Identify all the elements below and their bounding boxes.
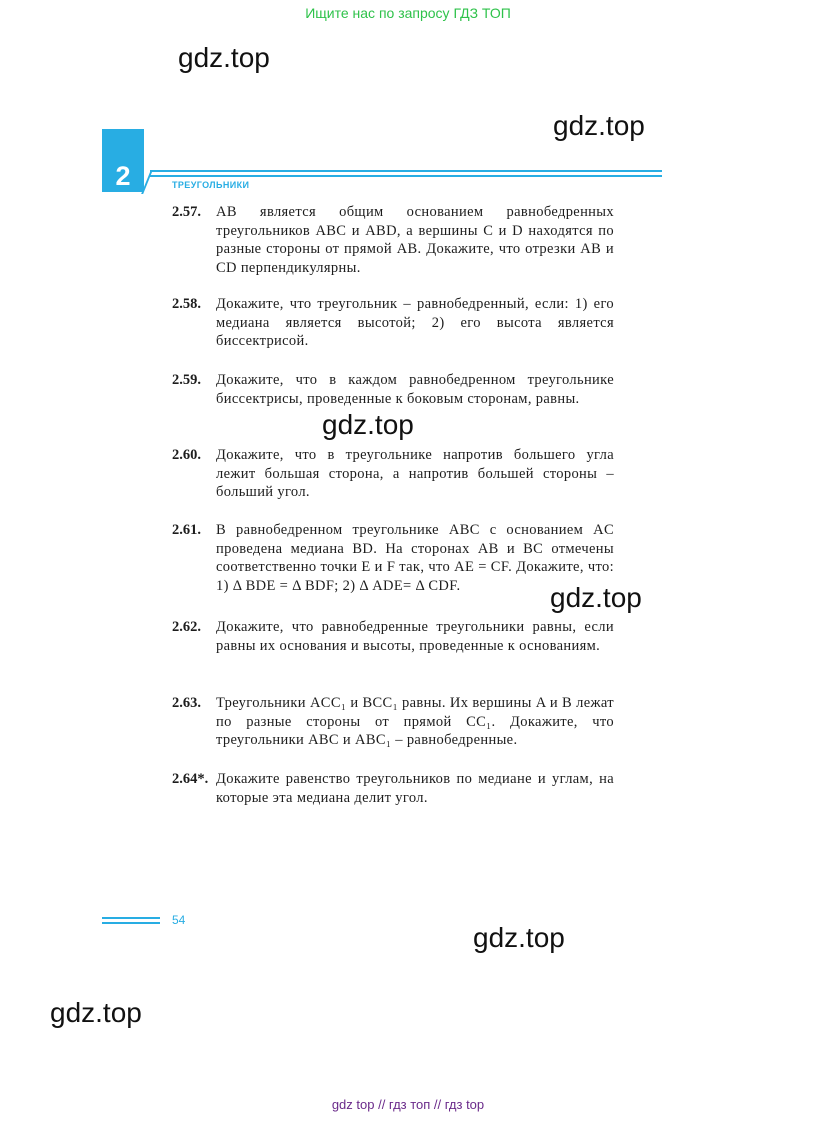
header-rule <box>150 170 662 172</box>
problem-text: Докажите, что равнобедренные треугольники равны, если равны их основания и высоты, проведенные к основаниям. <box>216 619 614 654</box>
watermark: gdz.top <box>50 997 142 1028</box>
problem-number: 2.59. <box>172 372 201 388</box>
problem-number: 2.58. <box>172 296 201 312</box>
problem-text: Докажите равенство треугольников по медиане и углам, на которые эта медиана делит угол. <box>216 771 614 806</box>
problem-text: AB является общим основанием равнобедренных треугольников ABC и ABD, а вершины C и D находятся по разные стороны от прямой AB. Докажите, что отрезки AB и CD перпендикулярны. <box>216 204 614 276</box>
problem-item <box>172 770 614 807</box>
problem-item <box>172 618 614 655</box>
chapter-number: 2 <box>115 161 131 191</box>
problem-text: Треугольники ACC₁ и BCC₁ равны. Их вершины A и B лежат по разные стороны от прямой CC₁. Докажите, что треугольники ABC и ABC₁ – равнобедренные. <box>216 695 614 748</box>
problem-item <box>172 446 614 502</box>
problem-text: В равнобедренном треугольнике ABC с основанием AC проведена медиана BD. На сторонах AB и BC отмечены соответственно точки E и F так, что AE = CF. Докажите, что: 1) Δ BDE = Δ BDF; 2) Δ ADE= Δ CDF. <box>216 522 614 594</box>
problem-item <box>172 371 614 408</box>
footer-rule <box>102 917 160 927</box>
watermark: gdz.top <box>178 42 270 73</box>
watermark: gdz.top <box>473 922 565 953</box>
problem-item <box>172 203 614 277</box>
problem-number: 2.60. <box>172 447 201 463</box>
problem-number: 2.57. <box>172 204 201 220</box>
problem-text: Докажите, что в треугольнике напротив большего угла лежит большая сторона, а напротив большей стороны – больший угол. <box>216 447 614 500</box>
top-banner: Ищите нас по запросу ГДЗ ТОП <box>305 5 511 21</box>
problem-text: Докажите, что в каждом равнобедренном треугольнике биссектрисы, проведенные к боковым сторонам, равны. <box>216 372 614 407</box>
problem-number: 2.63. <box>172 695 201 711</box>
chapter-badge <box>102 129 144 192</box>
problem-number: 2.62. <box>172 619 201 635</box>
bottom-links[interactable]: gdz top // гдз топ // гдз top <box>331 1097 485 1112</box>
problem-number: 2.64*. <box>172 771 209 787</box>
problem-number: 2.61. <box>172 522 201 538</box>
problem-item <box>172 521 614 595</box>
chapter-title: ТРЕУГОЛЬНИКИ <box>172 180 250 190</box>
problem-item <box>172 295 614 351</box>
problem-text: Докажите, что треугольник – равнобедренный, если: 1) его медиана является высотой; 2) его высота является биссектрисой. <box>216 296 614 349</box>
watermark: gdz.top <box>553 110 645 141</box>
watermark: gdz.top <box>550 582 642 613</box>
header-rule <box>150 175 662 177</box>
page-number: 54 <box>172 913 186 927</box>
watermark: gdz.top <box>322 409 414 440</box>
problem-item <box>172 694 614 750</box>
